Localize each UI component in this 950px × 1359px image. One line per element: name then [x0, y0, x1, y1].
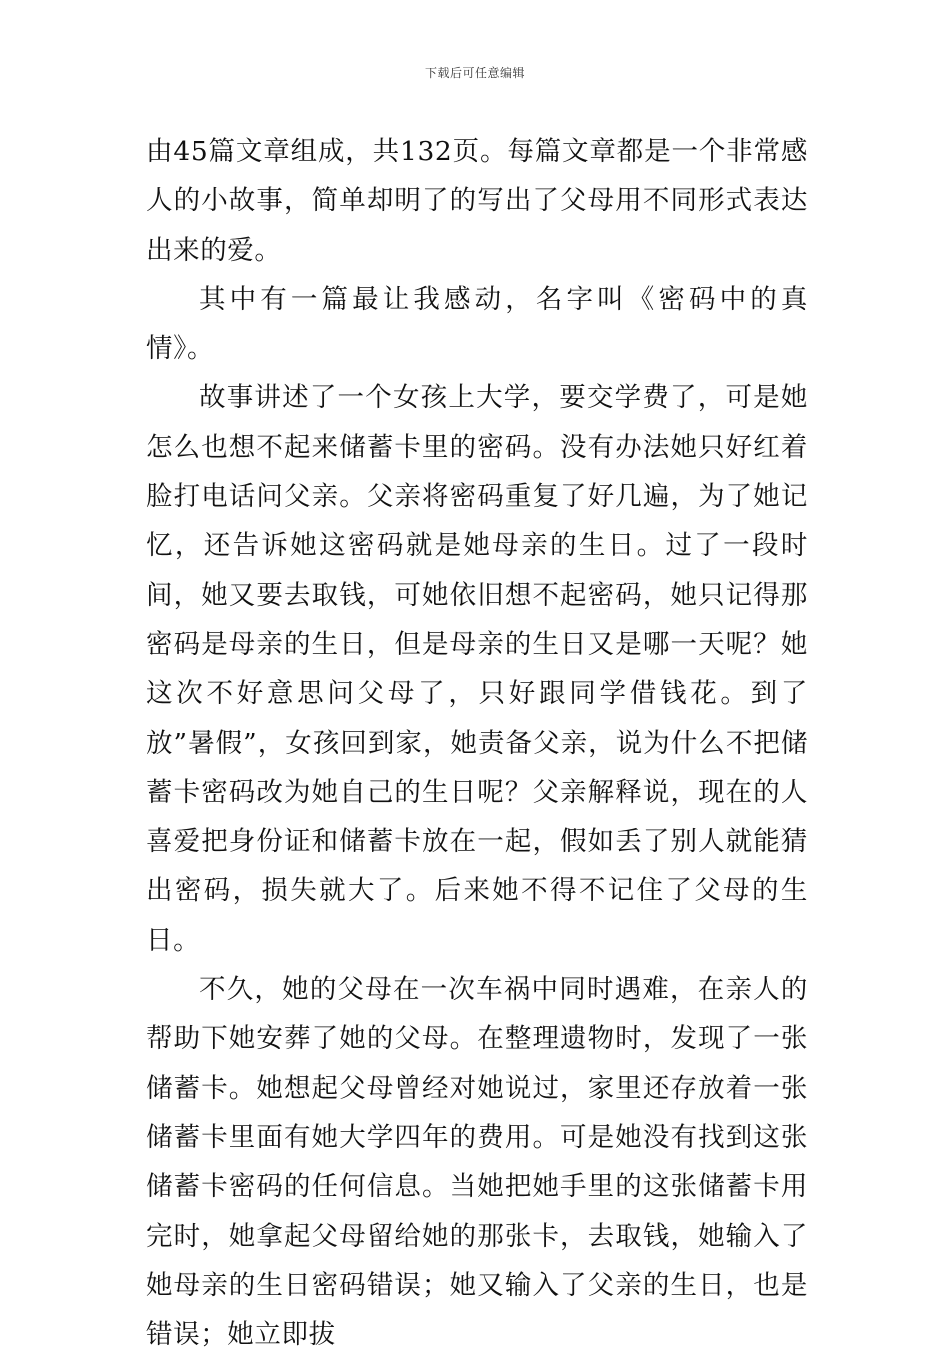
paragraph-3: 故事讲述了一个女孩上大学，要交学费了，可是她怎么也想不起来储蓄卡里的密码。没有办法她只好红着脸打电话问父亲。父亲将密码重复了好几遍，为了她记忆，还告诉她这密码就是她母亲的生日。过了一段时间，她又要去取钱，可她依旧想不起密码，她只记得那密码是母亲的生日，但是母亲的生日又是哪一天呢？她这次不好意思问父母了，只好跟同学借钱花。到了放”暑假”，女孩回到家，她责备父亲，说为什么不把储蓄卡密码改为她自己的生日呢？父亲解释说，现在的人喜爱把身份证和储蓄卡放在一起，假如丢了别人就能猜出密码，损失就大了。后来她不得不记住了父母的生日。	[146, 382, 808, 956]
document-body	[146, 127, 808, 1359]
paragraph-1: 由45篇文章组成，共132页。每篇文章都是一个非常感人的小故事，简单却明了的写出了父母用不同形式表达出来的爱。	[146, 136, 808, 266]
page-header: 下载后可任意编辑	[424, 66, 525, 80]
paragraph-4: 不久，她的父母在一次车祸中同时遇难，在亲人的帮助下她安葬了她的父母。在整理遗物时，发现了一张储蓄卡。她想起父母曾经对她说过，家里还存放着一张储蓄卡里面有她大学四年的费用。可是她没有找到这张储蓄卡密码的任何信息。当她把她手里的这张储蓄卡用完时，她拿起父母留给她的那张卡，去取钱，她输入了她母亲的生日密码错误；她又输入了父亲的生日，也是错误；她立即拔	[146, 974, 808, 1351]
paragraph-2: 其中有一篇最让我感动，名字叫《密码中的真情》。	[146, 283, 808, 365]
